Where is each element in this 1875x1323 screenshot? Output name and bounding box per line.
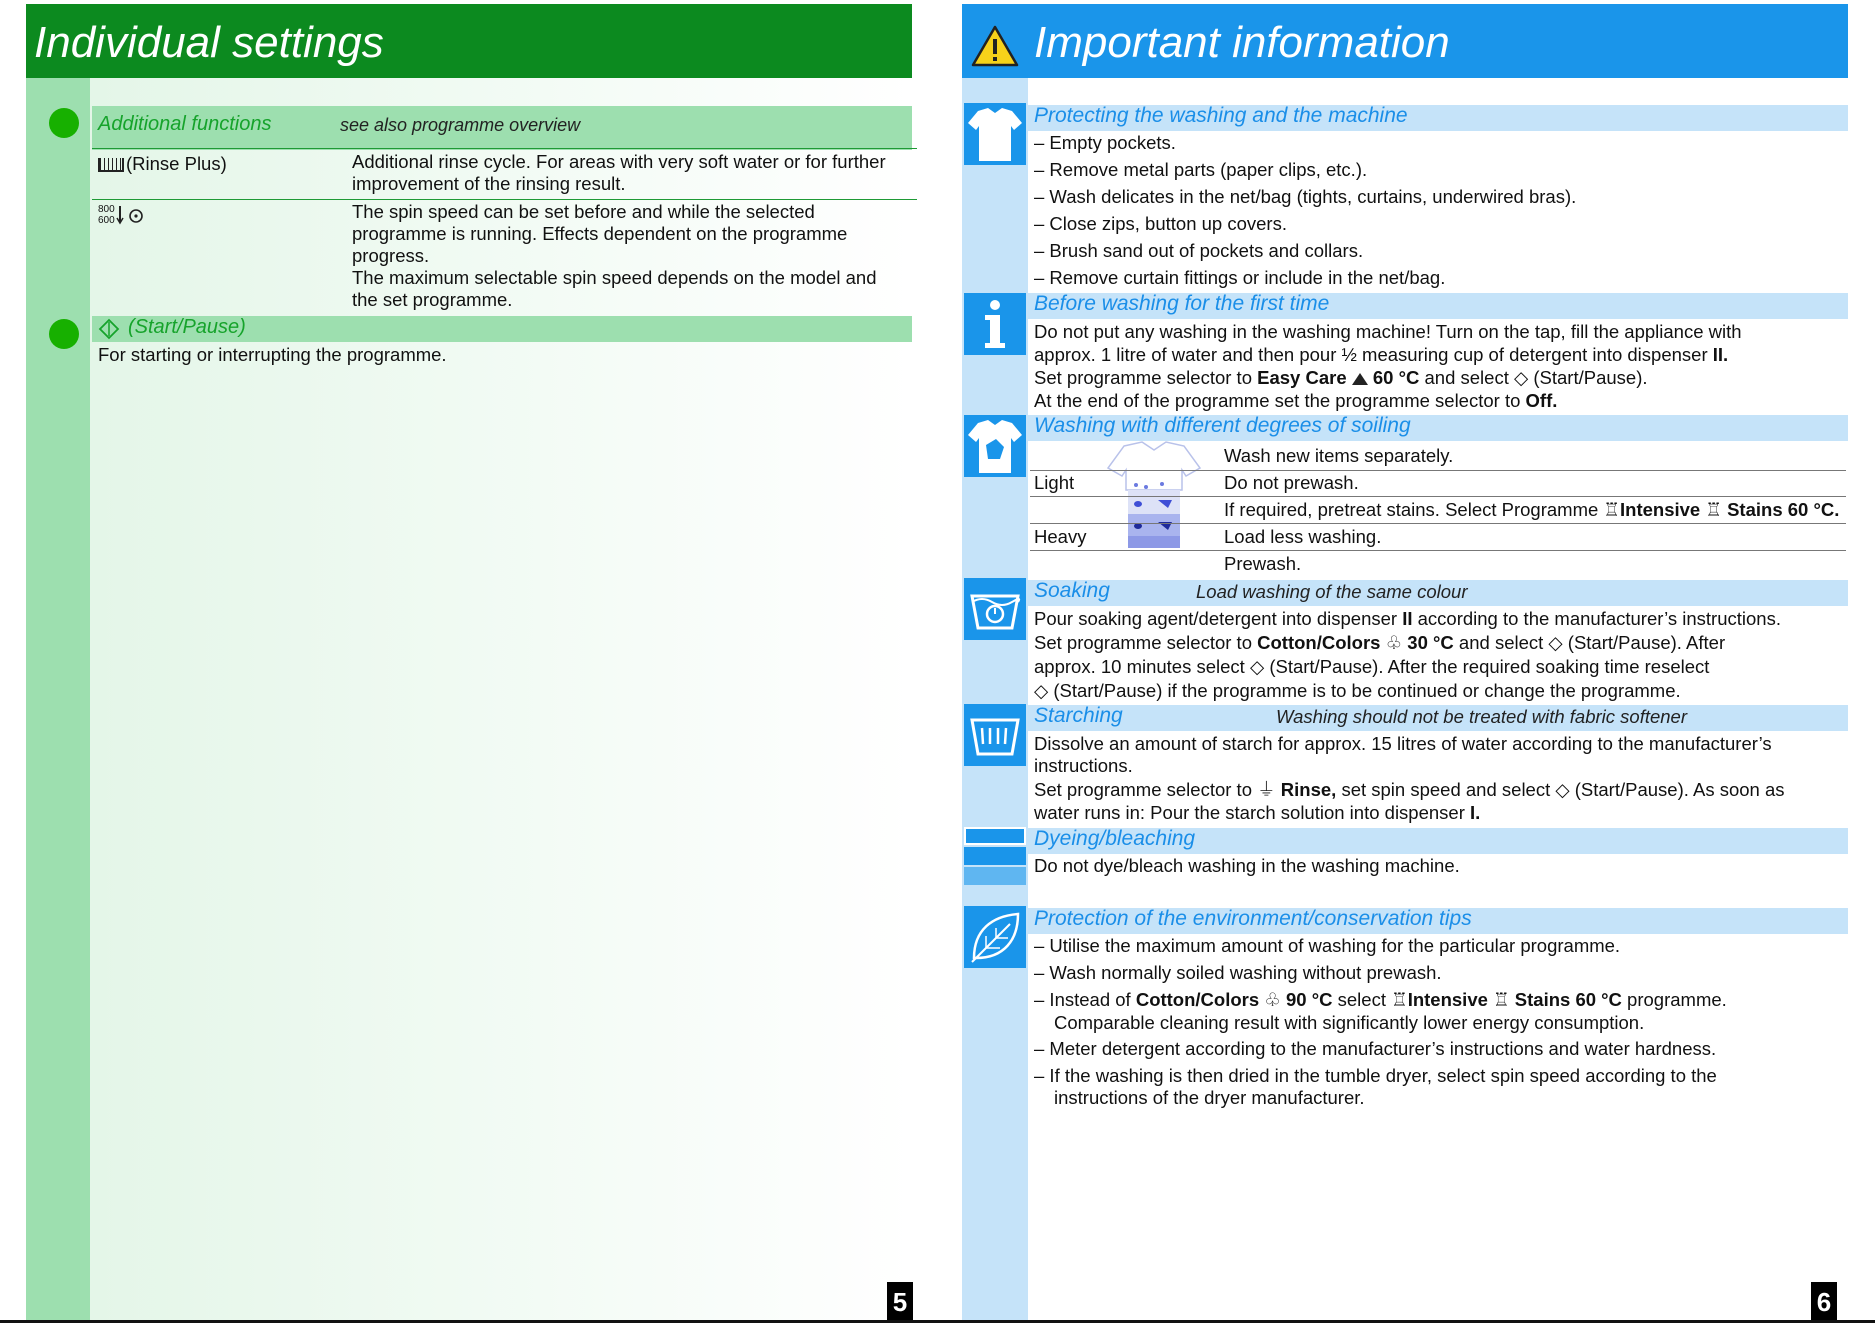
soiling-row: Wash new items separately.	[1224, 445, 1454, 466]
text-span: set spin speed and select	[1336, 779, 1556, 800]
soak-tub-icon	[964, 578, 1026, 640]
easy-care-icon	[1352, 373, 1368, 385]
protecting-item: – Remove metal parts (paper clips, etc.).	[1034, 159, 1368, 180]
protecting-item: – Brush sand out of pockets and collars.	[1034, 240, 1364, 261]
starching-line: Dissolve an amount of starch for approx. 15 litres of water according to the manufacturer’s	[1034, 733, 1772, 754]
environment-item-continuation: Comparable cleaning result with significantly lower energy consumption.	[1054, 1012, 1645, 1033]
text-span: programme.	[1621, 989, 1727, 1010]
soaking-heading: Soaking	[1034, 579, 1110, 602]
text-span: approx. 1 litre of water and then pour ½ measuring cup of detergent into dispenser	[1034, 344, 1713, 365]
protecting-item: – Remove curtain fittings or include in the net/bag.	[1034, 267, 1446, 288]
text-span: and select	[1419, 367, 1514, 388]
starching-line	[1034, 801, 1844, 824]
intensive-icon: ♖	[1603, 499, 1621, 520]
dispenser-label: II	[1402, 608, 1413, 629]
environment-item: – If the washing is then dried in the tumble dryer, select spin speed according to the instructions of the dryer manufacturer.	[1034, 1065, 1717, 1108]
soiling-heavy-label: Heavy	[1034, 526, 1087, 547]
right-page-title: Important information	[1034, 18, 1450, 67]
text-span: Set programme selector to	[1034, 367, 1258, 388]
start-pause-icon: ◇	[1514, 367, 1529, 388]
protecting-item: – Empty pockets.	[1034, 132, 1176, 153]
temperature: 60 °C	[1367, 367, 1420, 388]
environment-item	[1034, 989, 1854, 1011]
programme-name: Rinse,	[1280, 779, 1337, 800]
right-side-strip	[962, 78, 1028, 1323]
info-icon	[964, 293, 1026, 355]
soiling-row	[1224, 498, 1844, 521]
additional-functions-note: see also programme overview	[340, 115, 581, 135]
rinse-plus-description: Additional rinse cycle. For areas with very soft water or for further improvement of the rinsing result.	[352, 151, 886, 194]
starching-line: instructions.	[1034, 755, 1133, 776]
dispenser-label: I.	[1470, 802, 1481, 823]
first-wash-heading: Before washing for the first time	[1034, 292, 1330, 315]
start-pause-description: For starting or interrupting the programme.	[98, 344, 447, 365]
temperature: 90 °C	[1280, 989, 1333, 1010]
dye-stripes-icon	[964, 827, 1026, 889]
starching-line	[1034, 778, 1844, 801]
divider	[1030, 523, 1846, 524]
left-page-title: Individual settings	[34, 18, 384, 67]
environment-item: – Utilise the maximum amount of washing for the particular programme.	[1034, 935, 1621, 956]
first-wash-line	[1034, 366, 1844, 389]
text-span: (Start/Pause). After the required soaking time reselect	[1264, 656, 1710, 677]
text-span: (Start/Pause) if the programme is to be continued or change the programme.	[1048, 680, 1681, 701]
programme-name: Intensive	[1407, 989, 1488, 1010]
programme-name: Intensive	[1620, 499, 1701, 520]
spin-speed-icon	[116, 204, 146, 228]
spin-speed-max-description: The maximum selectable spin speed depends on the model and the set programme.	[352, 267, 877, 310]
text-span: – Instead of	[1034, 989, 1136, 1010]
start-pause-icon: ◇	[1249, 656, 1265, 677]
text-span: approx. 10 minutes select	[1034, 656, 1250, 677]
protecting-item: – Close zips, button up covers.	[1034, 213, 1287, 234]
leaf-icon	[964, 906, 1026, 968]
stained-shirt-icon	[964, 415, 1026, 477]
soiling-row: Prewash.	[1224, 553, 1302, 574]
rinse-icon	[98, 158, 124, 172]
temperature: 30 °C	[1402, 632, 1454, 653]
starching-note: Washing should not be treated with fabric softener	[1276, 706, 1688, 727]
start-pause-icon	[98, 318, 120, 340]
text-span: (Start/Pause). After	[1562, 632, 1726, 653]
environment-heading: Protection of the environment/conservation tips	[1034, 907, 1472, 930]
text-span: (Start/Pause).	[1528, 367, 1648, 388]
divider	[92, 199, 917, 200]
intensive-icon: ♖	[1391, 989, 1408, 1010]
green-bullet-icon	[49, 319, 79, 349]
spin-speed-bottom: 600	[98, 215, 115, 226]
text-span: Set programme selector to	[1034, 632, 1258, 653]
cotton-colors-icon: ♧	[1385, 632, 1403, 653]
cotton-colors-icon: ♧	[1264, 989, 1281, 1010]
soaking-line	[1034, 655, 1844, 678]
text-span: according to the manufacturer’s instructions.	[1412, 608, 1781, 629]
programme-name: Easy Care	[1257, 367, 1347, 388]
soiling-row: Load less washing.	[1224, 526, 1382, 547]
start-pause-icon: ◇	[1034, 680, 1049, 701]
soiling-light-label: Light	[1034, 472, 1075, 493]
starching-heading: Starching	[1034, 704, 1123, 727]
starch-tub-icon	[964, 704, 1026, 766]
text-span: (Start/Pause). As soon as	[1569, 779, 1785, 800]
intensive-icon: ♖	[1493, 989, 1510, 1010]
left-side-strip	[26, 78, 90, 1323]
environment-item: – Meter detergent according to the manufacturer’s instructions and water hardness.	[1034, 1038, 1717, 1059]
dyeing-text: Do not dye/bleach washing in the washing machine.	[1034, 855, 1460, 876]
start-pause-heading: (Start/Pause)	[128, 316, 246, 338]
programme-name: Stains 60 °C	[1514, 989, 1622, 1010]
text-span: select	[1332, 989, 1392, 1010]
soaking-line	[1034, 631, 1844, 654]
first-wash-line	[1034, 343, 1844, 366]
first-wash-line: Do not put any washing in the washing machine! Turn on the tap, fill the appliance with	[1034, 321, 1742, 342]
programme-name: Cotton/Colors	[1135, 989, 1260, 1010]
protecting-heading: Protecting the washing and the machine	[1034, 104, 1408, 127]
rinse-plus-label	[98, 153, 227, 175]
programme-name: Cotton/Colors	[1257, 632, 1381, 653]
intensive-icon: ♖	[1705, 499, 1722, 520]
divider	[92, 148, 917, 149]
shirt-icon	[964, 103, 1026, 165]
programme-name: Stains 60 °C.	[1727, 499, 1840, 520]
spin-speed-top: 800	[98, 204, 115, 215]
environment-item: – Wash normally soiled washing without prewash.	[1034, 962, 1442, 983]
dyeing-heading: Dyeing/bleaching	[1034, 827, 1196, 850]
text-span: Set programme selector to	[1034, 779, 1258, 800]
text-span: If required, pretreat stains. Select Programme	[1224, 499, 1604, 520]
protecting-item: – Wash delicates in the net/bag (tights, curtains, underwired bras).	[1034, 186, 1577, 207]
soaking-line	[1034, 607, 1844, 630]
spin-speed-label	[98, 204, 115, 226]
start-pause-icon: ◇	[1548, 632, 1563, 653]
soiling-row: Do not prewash.	[1224, 472, 1359, 493]
text-span: water runs in: Pour the starch solution into dispenser	[1034, 802, 1471, 823]
dispenser-label: II.	[1712, 344, 1729, 365]
text-span: At the end of the programme set the programme selector to	[1034, 390, 1526, 411]
rinse-plus-text: (Rinse Plus)	[126, 153, 227, 174]
divider	[1030, 550, 1846, 551]
soiling-heading: Washing with different degrees of soiling	[1034, 414, 1411, 437]
rinse-icon: ⏚	[1257, 779, 1276, 800]
off-label: Off.	[1525, 390, 1558, 411]
text-span: and select	[1453, 632, 1549, 653]
spin-speed-description: The spin speed can be set before and while the selected programme is running. Effects dependent on the programme progress.	[352, 201, 848, 266]
additional-functions-heading: Additional functions	[98, 113, 272, 135]
text-span: Pour soaking agent/detergent into dispenser	[1034, 608, 1403, 629]
soaking-note: Load washing of the same colour	[1196, 581, 1468, 602]
start-pause-icon: ◇	[1555, 779, 1570, 800]
divider	[1030, 496, 1846, 497]
left-page-number: 5	[887, 1282, 913, 1322]
soaking-line	[1034, 679, 1844, 702]
right-page-number: 6	[1811, 1282, 1837, 1322]
first-wash-line	[1034, 389, 1844, 412]
green-bullet-icon	[49, 108, 79, 138]
warning-icon	[970, 24, 1020, 68]
